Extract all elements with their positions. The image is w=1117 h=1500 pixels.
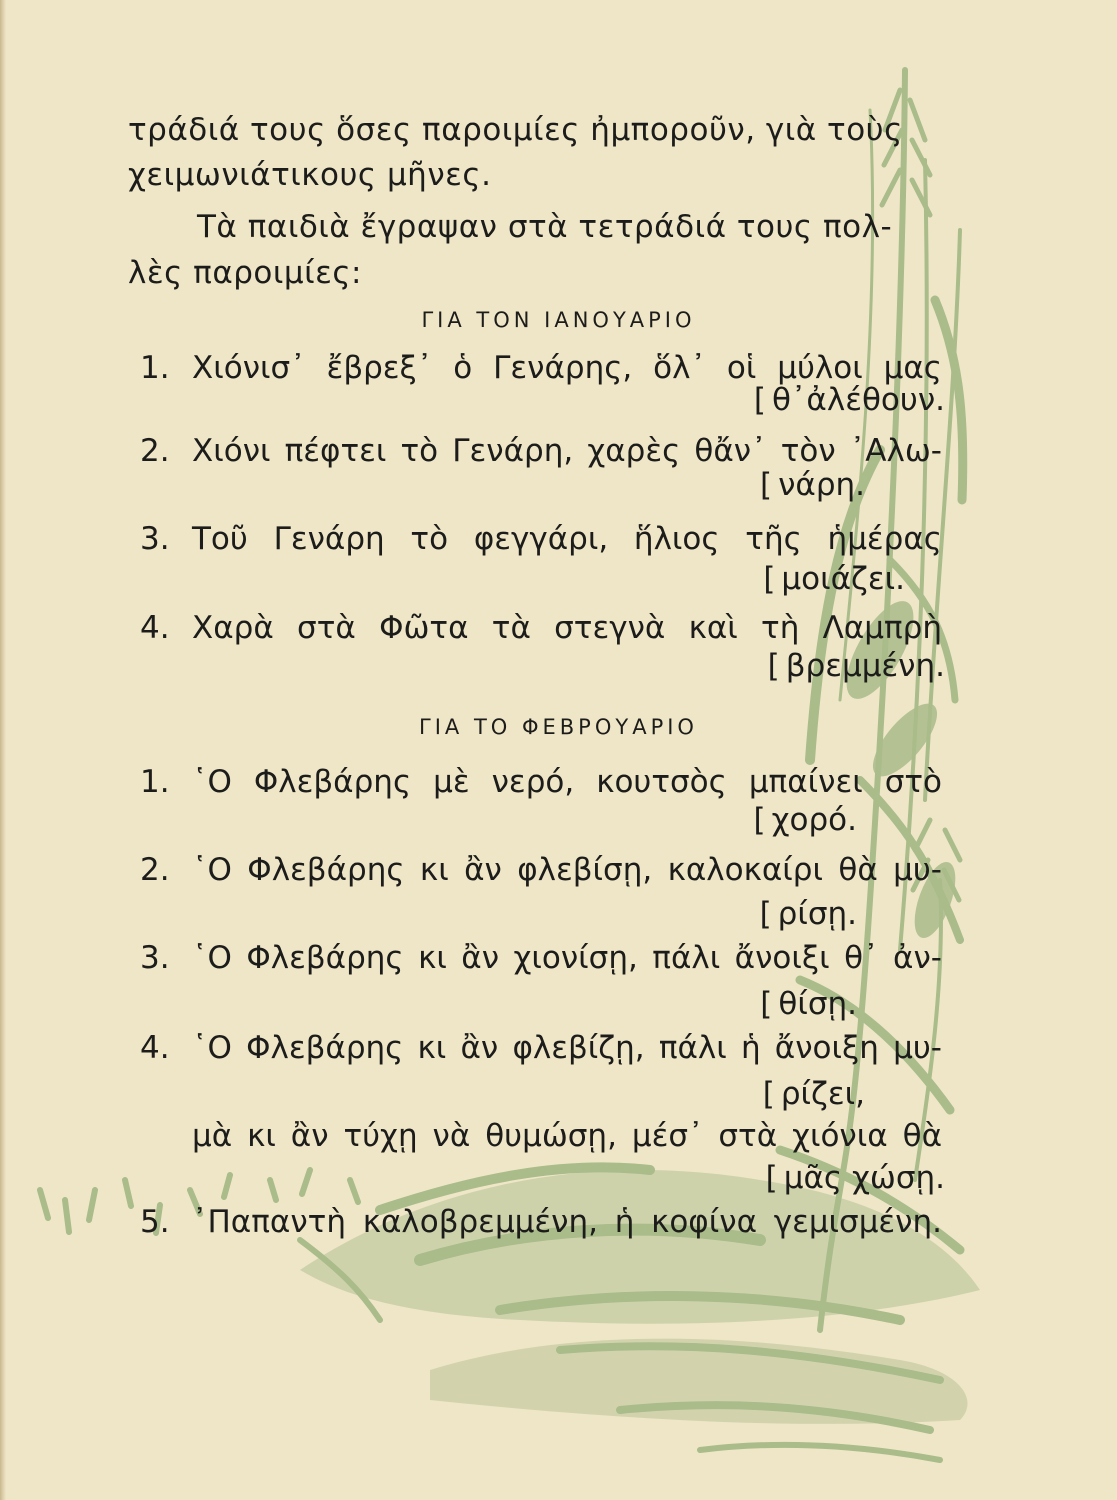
continuation-bracket: [ [760,986,773,1022]
section-heading-january: ΓΙΑ ΤΟΝ ΙΑΝΟΥΑΡΙΟ [421,308,696,332]
proverb-text: ῾Ο Φλεβάρης μὲ νερό, κουτσὸς μπαίνει στὸ [192,764,942,800]
proverb-number: 3. [140,521,170,557]
section-heading-february: ΓΙΑ ΤΟ ΦΕΒΡΟΥΑΡΙΟ [419,715,698,739]
proverb-text: ᾽Παπαντὴ καλοβρεμμένη, ἡ κοφίνα γεμισμένη. [192,1204,942,1240]
proverb-text-second-line: μὰ κι ἂν τύχῃ νὰ θυμώσῃ, μέσ᾽ στὰ χιόνια θὰ [192,1118,942,1154]
proverb-continuation [140,467,945,503]
continuation-text: μᾶς χώσῃ. [783,1160,945,1196]
continuation-bracket: [ [753,802,766,838]
continuation-text: ρίσῃ. [777,896,857,932]
proverb-number: 2. [140,852,170,888]
intro-line-4: λὲς παροιμίες: [128,255,362,291]
proverb-number: 5. [140,1204,170,1240]
continuation-text: θ᾽ἀλέθουν. [771,382,945,418]
proverb-text: Χαρὰ στὰ Φῶτα τὰ στεγνὰ καὶ τὴ Λαμπρὴ [192,610,942,646]
proverb-continuation [140,382,945,418]
proverb-continuation [140,648,945,684]
continuation-text: ρίζει, [780,1076,865,1112]
proverb-text: Τοῦ Γενάρη τὸ φεγγάρι, ἥλιος τῆς ἡμέρας [192,521,942,557]
proverb-number: 4. [140,610,170,646]
proverb-continuation [140,802,945,838]
proverb-continuation [140,1076,945,1112]
continuation-bracket: [ [762,1076,775,1112]
proverb-continuation [140,896,945,932]
continuation-text: θίσῃ. [778,986,857,1022]
intro-line-3: Τὰ παιδιὰ ἔγραψαν στὰ τετράδιά τους πολ- [197,209,893,245]
intro-line-1: τράδιά τους ὅσες παροιμίες ἠμποροῦν, γιὰ τοὺς [128,112,903,148]
proverb-number: 4. [140,1030,170,1066]
proverb-text: Χιόνι πέφτει τὸ Γενάρη, χαρὲς θἄν᾽ τὸν ᾽Αλω- [192,433,942,469]
continuation-bracket: [ [753,382,766,418]
proverb-text: ῾Ο Φλεβάρης κι ἂν φλεβίζῃ, πάλι ἡ ἄνοιξη μυ- [192,1030,942,1066]
continuation-bracket: [ [765,1160,778,1196]
proverb-text: Χιόνισ᾽ ἔβρεξ᾽ ὁ Γενάρης, ὅλ᾽ οἱ μύλοι μας [192,350,942,386]
proverb-number: 1. [140,764,170,800]
proverb-continuation-second [140,1160,945,1196]
continuation-text: νάρη. [778,467,865,503]
proverb-number: 2. [140,433,170,469]
continuation-bracket: [ [767,648,780,684]
proverb-continuation [140,986,945,1022]
proverb-number: 3. [140,940,170,976]
continuation-bracket: [ [763,561,776,597]
continuation-text: μοιάζει. [781,561,905,597]
proverb-text: ῾Ο Φλεβάρης κι ἂν φλεβίσῃ, καλοκαίρι θὰ μυ- [192,852,942,888]
proverb-continuation [140,561,945,597]
continuation-bracket: [ [759,467,773,503]
continuation-text: βρεμμένη. [785,648,945,684]
continuation-text: χορό. [771,802,857,838]
proverb-number: 1. [140,350,170,386]
intro-line-2: χειμωνιάτικους μῆνες. [128,157,492,193]
proverb-text: ῾Ο Φλεβάρης κι ἂν χιονίσῃ, πάλι ἄνοιξι θ᾽ ἀν- [192,940,942,976]
continuation-bracket: [ [759,896,772,932]
